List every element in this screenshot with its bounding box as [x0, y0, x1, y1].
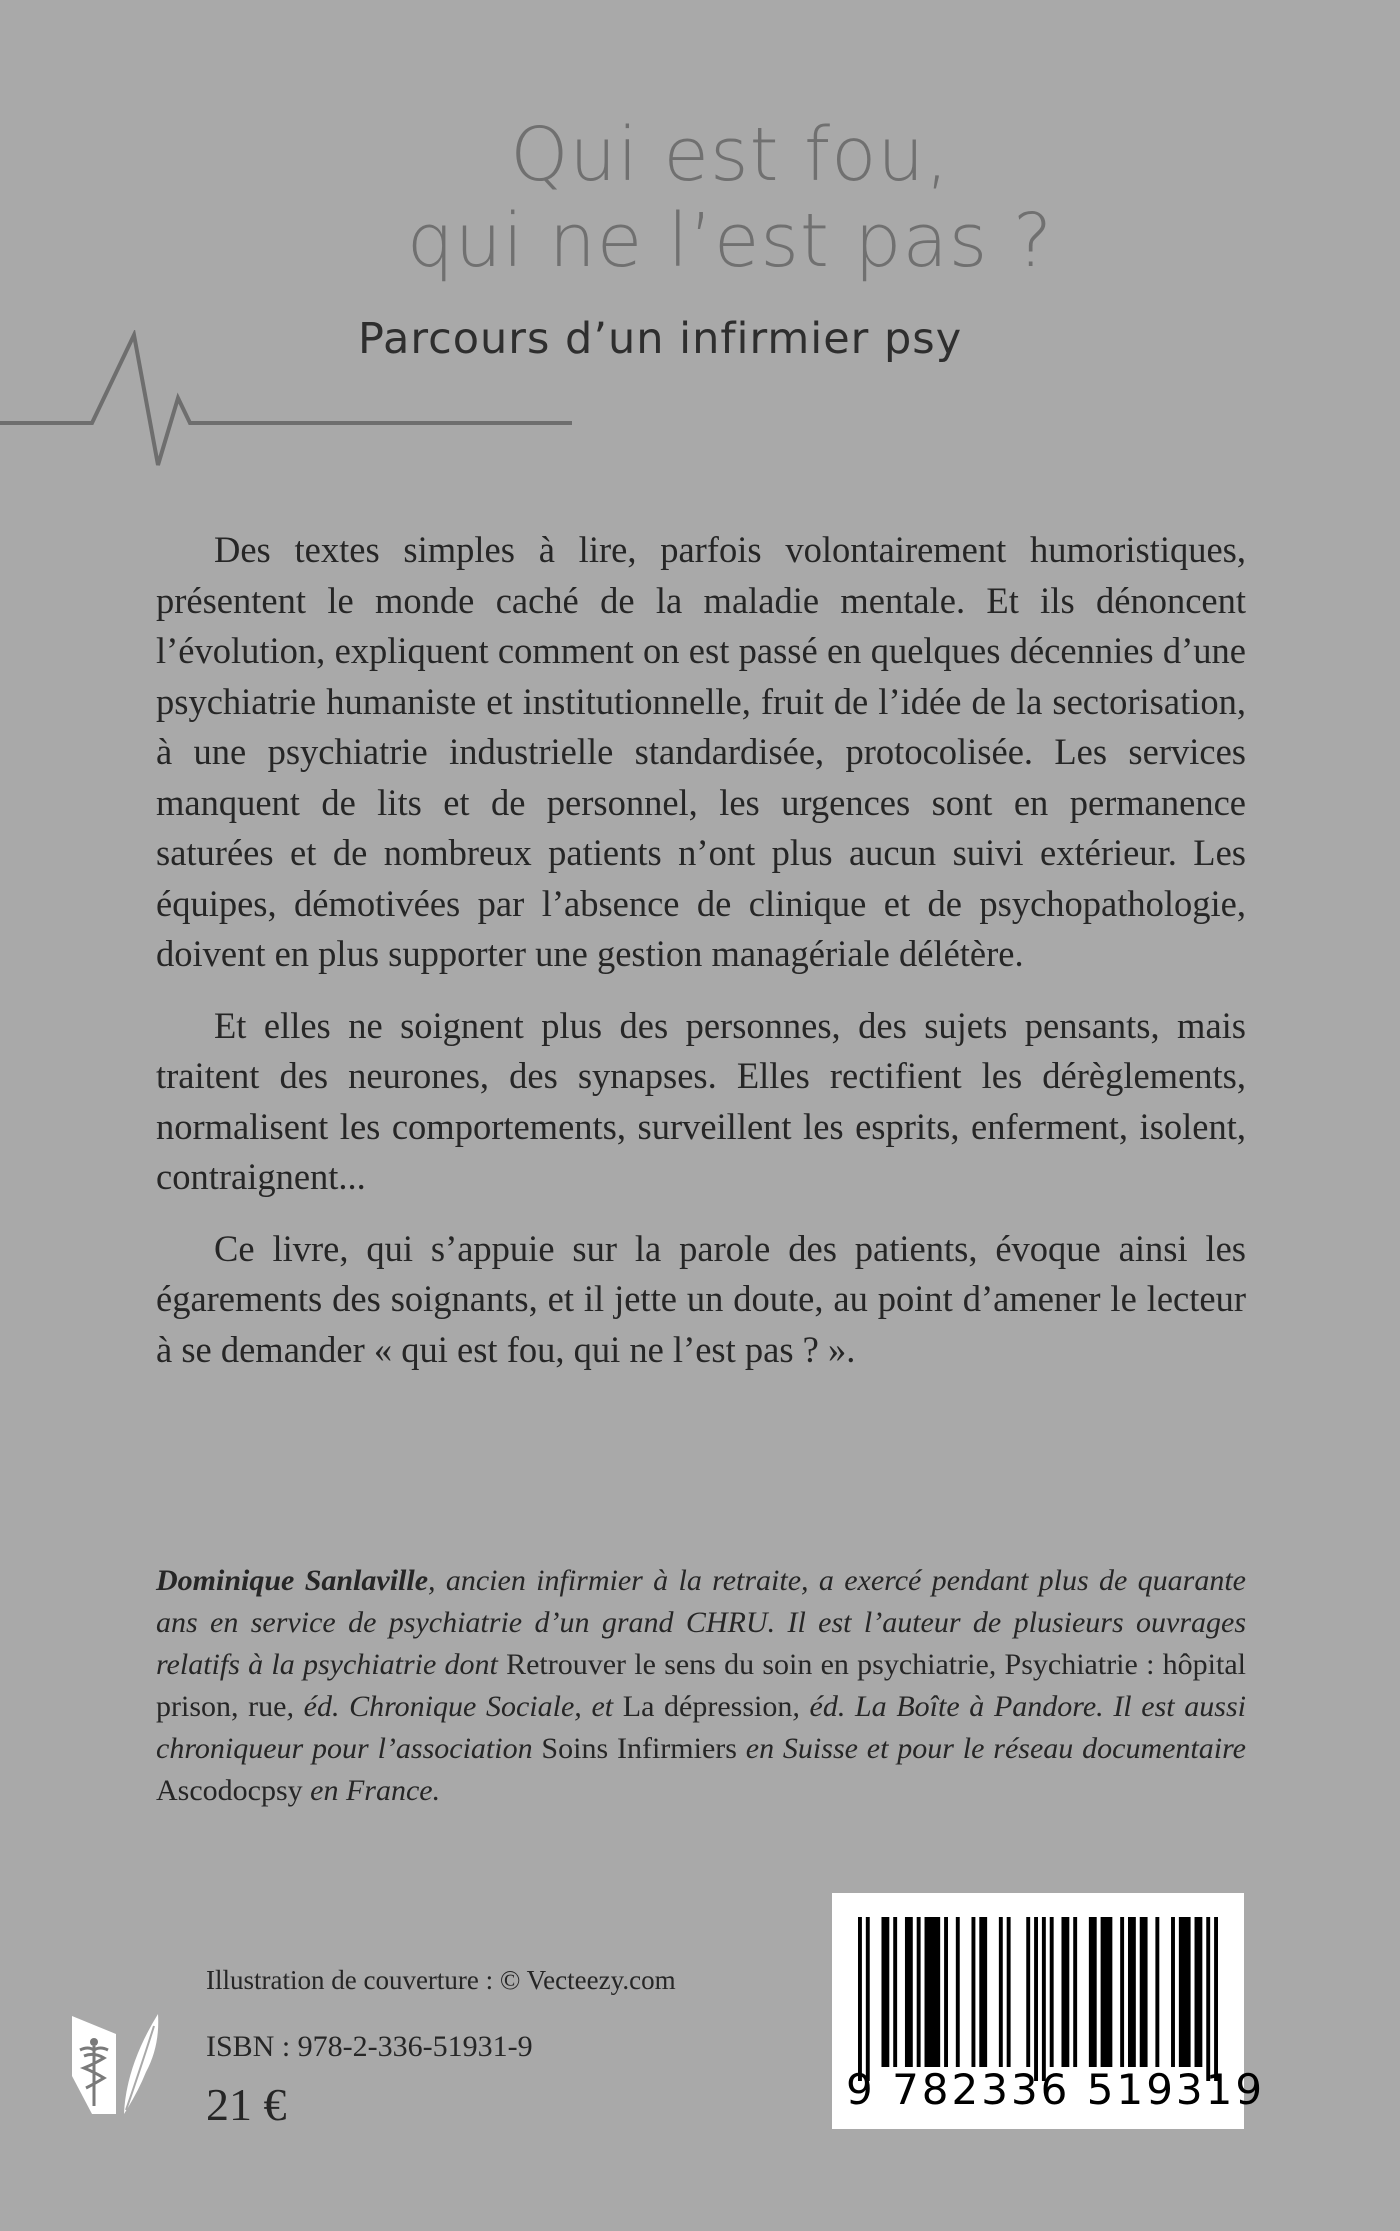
- barcode-bar: [1179, 1917, 1191, 2067]
- blurb-paragraph-1: Des textes simples à lire, parfois volontairement humoristiques, présentent le monde caché de la maladie mentale. Et ils dénoncent l’évolution, expliquent comment on est passé en quelques décennies d’une psychiatrie humaniste et institutionnelle, fruit de l’idée de la sectorisation, à une psychiatrie industrielle standardisée, protocolisée. Les services manquent de lits et de personnel, les urgences sont en permanence saturées et de nombreux patients n’ont plus aucun suivi extérieur. Les équipes, démotivées par l’absence de clinique et de psychopathologie, doivent en plus supporter une gestion managériale délétère.: [156, 529, 1246, 974]
- barcode-bar: [858, 1917, 862, 2081]
- barcode-bar: [881, 1917, 889, 2067]
- barcode-bar: [1073, 1917, 1077, 2067]
- barcode-bar: [917, 1917, 921, 2067]
- bio-text-3: , éd. Chronique Sociale, et: [286, 1690, 623, 1723]
- barcode-bar: [905, 1917, 913, 2067]
- blurb: [156, 525, 1246, 1396]
- barcode-bar: [1120, 1917, 1124, 2067]
- book-title-2: Psychiatrie : hôpital prison, rue: [156, 1648, 1246, 1723]
- author-bio: [156, 1560, 1246, 1812]
- barcode-bar: [1026, 1917, 1030, 2067]
- barcode-bar: [1007, 1917, 1011, 2067]
- barcode-bar: [1089, 1917, 1097, 2067]
- barcode-bar: [893, 1917, 897, 2067]
- author-name: Dominique Sanlaville: [156, 1564, 429, 1597]
- barcode-bar: [999, 1917, 1003, 2067]
- barcode-bar: [1101, 1917, 1113, 2067]
- barcode-bar: [1061, 1917, 1069, 2067]
- bio-text-2: ,: [988, 1648, 1005, 1681]
- bio-text-5: en Suisse et pour le réseau documentaire: [736, 1732, 1246, 1765]
- barcode-bar: [866, 1917, 870, 2081]
- cover-illustration-credit: Illustration de couverture : © Vecteezy.com: [206, 1965, 676, 1995]
- subtitle: Parcours d’un infirmier psy: [358, 314, 963, 364]
- barcode-bar: [1140, 1917, 1148, 2067]
- bio-text-6: en France.: [302, 1774, 441, 1807]
- barcode-bar: [1206, 1917, 1210, 2081]
- barcode-bar: [944, 1917, 948, 2067]
- barcode: [832, 1893, 1266, 2129]
- barcode-bar: [956, 1917, 960, 2067]
- barcode-bar: [1034, 1917, 1038, 2081]
- barcode-bar: [1042, 1917, 1046, 2081]
- blurb-paragraph-3: Ce livre, qui s’appuie sur la parole des patients, évoque ainsi les égarements des soignants, et il jette un doute, au point d’amener le lecteur à se demander « qui est fou, qui ne l’est pas ? ».: [156, 1227, 1246, 1370]
- barcode-bar: [979, 1917, 987, 2067]
- barcode-bar: [1171, 1917, 1175, 2067]
- price: 21 €: [206, 2079, 287, 2130]
- barcode-bar: [1128, 1917, 1136, 2067]
- title-line-2: qui ne l’est pas ?: [406, 198, 1054, 284]
- book-title-1: Retrouver le sens du soin en psychiatrie: [506, 1648, 989, 1681]
- barcode-bar: [925, 1917, 941, 2067]
- journal-name: Soins Infirmiers: [541, 1732, 737, 1765]
- isbn: ISBN : 978-2-336-51931-9: [206, 2030, 533, 2063]
- book-title-3: La dépression: [622, 1690, 793, 1723]
- barcode-bar: [1195, 1917, 1203, 2067]
- bio-text-4: , éd. La Boîte à Pandore. Il est aussi chroniqueur pour l’association: [156, 1690, 1246, 1765]
- title-line-1: Qui est fou,: [510, 112, 950, 198]
- barcode-bar: [1214, 1917, 1218, 2081]
- barcode-bar: [1155, 1917, 1159, 2067]
- barcode-bar: [971, 1917, 975, 2067]
- bio-text-1: , ancien infirmier à la retraite, a exercé pendant plus de quarante ans en service de psychiatrie d’un grand CHRU. Il est l’auteur de plusieurs ouvrages relatifs à la psychiatrie dont: [156, 1564, 1246, 1681]
- barcode-bars: [858, 1917, 1218, 2081]
- barcode-bar: [1050, 1917, 1054, 2067]
- title-block: [300, 112, 1160, 284]
- barcode-digits: 9 782336 519319: [846, 2065, 1266, 2114]
- publisher-logo-icon: [66, 2006, 174, 2118]
- blurb-paragraph-2: Et elles ne soignent plus des personnes, des sujets pensants, mais traitent des neurones, des synapses. Elles rectifient les dérèglements, normalisent les comportements, surveillent les esprits, enferment, isolent, contraignent...: [156, 1004, 1246, 1197]
- network-name: Ascodocpsy: [156, 1774, 303, 1807]
